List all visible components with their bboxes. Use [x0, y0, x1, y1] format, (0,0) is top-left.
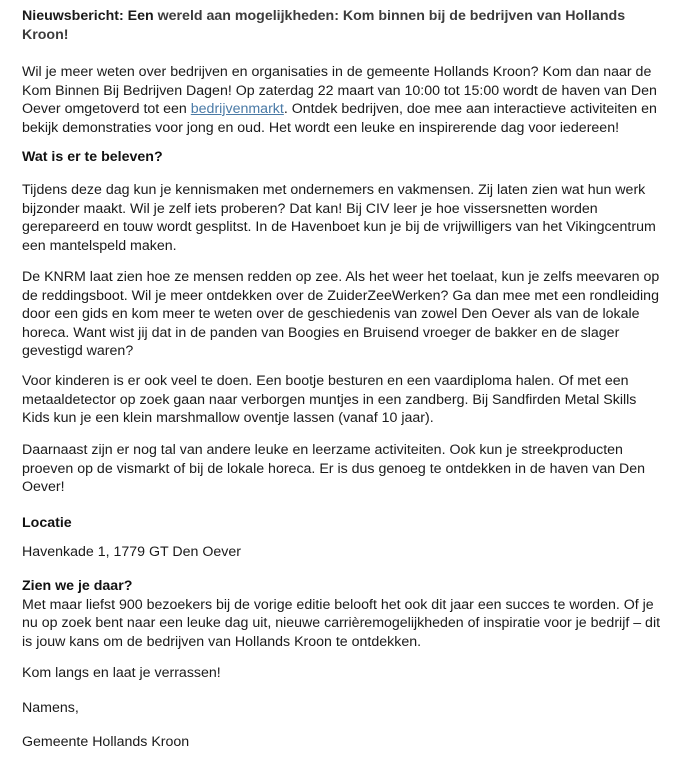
text-line: proeven op de vismarkt of bij de lokale horeca. Er is dus genoeg te ontdekken in de haven van Den	[22, 460, 646, 477]
text-line: Daarnaast zijn er nog tal van andere leuke en leerzame activiteiten. Ook kun je streekproducten	[22, 442, 623, 458]
intro-line: Kom Binnen Bij Bedrijven Dagen! Op zaterdag 22 maart van 10:00 tot 15:00 wordt de haven van Den	[22, 82, 657, 99]
paragraph-kinderen	[22, 372, 636, 428]
sign-off-text: Namens,	[22, 700, 79, 716]
text-line: bijzonder maakt. Wil je zelf iets proberen? Dat kan! Bij CIV leer je hoe vissersnetten worden	[22, 200, 598, 217]
section-heading: Zien we je daar?	[22, 578, 133, 594]
sign-off	[22, 699, 79, 718]
address	[22, 543, 241, 562]
text-line: is jouw kans om de bedrijven van Hollands Kroon te ontdekken.	[22, 633, 422, 650]
text-line: een mantelspeld maken.	[22, 237, 177, 254]
paragraph-vakmensen	[22, 181, 656, 255]
paragraph-knrm	[22, 268, 659, 361]
title-rest-continued: Kroon!	[22, 26, 69, 43]
text-line: de reddingsboot. Wil je meer ontdekken over de ZuiderZeeWerken? Ga dan mee met een rondleiding	[22, 287, 659, 304]
section-heading: Locatie	[22, 515, 72, 531]
title-rest: wereld aan mogelijkheden: Kom binnen bij de bedrijven van Hollands	[153, 8, 626, 24]
text-line: gevestigd waren?	[22, 343, 134, 359]
text-line: nu op zoek bent naar een leuke dag uit, nieuwe carrièremogelijkheden of inspiratie voor je bedrijf – dit	[22, 615, 661, 631]
intro-line	[22, 100, 657, 119]
address-text: Havenkade 1, 1779 GT Den Oever	[22, 544, 241, 560]
bedrijvenmarkt-link[interactable]: bedrijvenmarkt	[190, 101, 284, 117]
paragraph-daarnaast	[22, 441, 645, 497]
heading-wat-is-er-te-beleven	[22, 148, 163, 167]
text-line: Met maar liefst 900 bezoekers bij de vorige editie belooft het ook dit jaar een succes te worden. Of je	[22, 596, 654, 613]
intro-text: . Ontdek bedrijven, doe mee aan interactieve activiteiten en	[283, 101, 657, 117]
intro-line: Wil je meer weten over bedrijven en organisaties in de gemeente Hollands Kroon? Kom dan naar de	[22, 64, 652, 80]
closing-text: Kom langs en laat je verrassen!	[22, 665, 221, 681]
text-line: Tijdens deze dag kun je kennismaken met ondernemers en vakmensen. Zij laten zien wat hun werk	[22, 182, 646, 198]
title-lead: Nieuwsbericht: Een	[22, 8, 154, 24]
text-line: De KNRM laat zien hoe ze mensen redden op zee. Als het weer het toelaat, kun je zelfs meevaren op	[22, 269, 660, 285]
closing-line	[22, 664, 221, 683]
section-heading: Wat is er te beleven?	[22, 149, 163, 165]
intro-line: bekijk demonstraties voor jong en oud. Het wordt een leuke en inspirerende dag voor iedereen!	[22, 119, 620, 136]
intro-text: Oever omgetoverd tot een	[22, 101, 191, 117]
heading-locatie	[22, 514, 72, 533]
intro-paragraph	[22, 63, 657, 137]
text-line: gerepareerd en touw wordt gesplitst. In de Havenboet kun je bij de vrijwilligers van het Vikingcentrum	[22, 219, 656, 235]
article-title	[22, 7, 625, 44]
section-zien-we-je-daar	[22, 577, 660, 651]
text-line: Voor kinderen is er ook veel te doen. Een bootje besturen en een vaardiploma halen. Of met een	[22, 373, 629, 389]
signature-text: Gemeente Hollands Kroon	[22, 734, 190, 750]
text-line: Oever!	[22, 479, 65, 495]
text-line: metaaldetector op zoek gaan naar verborgen muntjes in een zandberg. Bij Sandfirden Metal Skills	[22, 391, 637, 408]
text-line: horeca. Want wist jij dat in de panden van Boogies en Bruisend vroeger de bakker en de slager	[22, 324, 620, 341]
text-line: door een gids en kom meer te weten over de geschiedenis van zowel Den Oever als van de lokale	[22, 306, 640, 322]
signature	[22, 733, 189, 752]
text-line: Kids kun je een klein marshmallow oventje lassen (vanaf 10 jaar).	[22, 410, 434, 426]
